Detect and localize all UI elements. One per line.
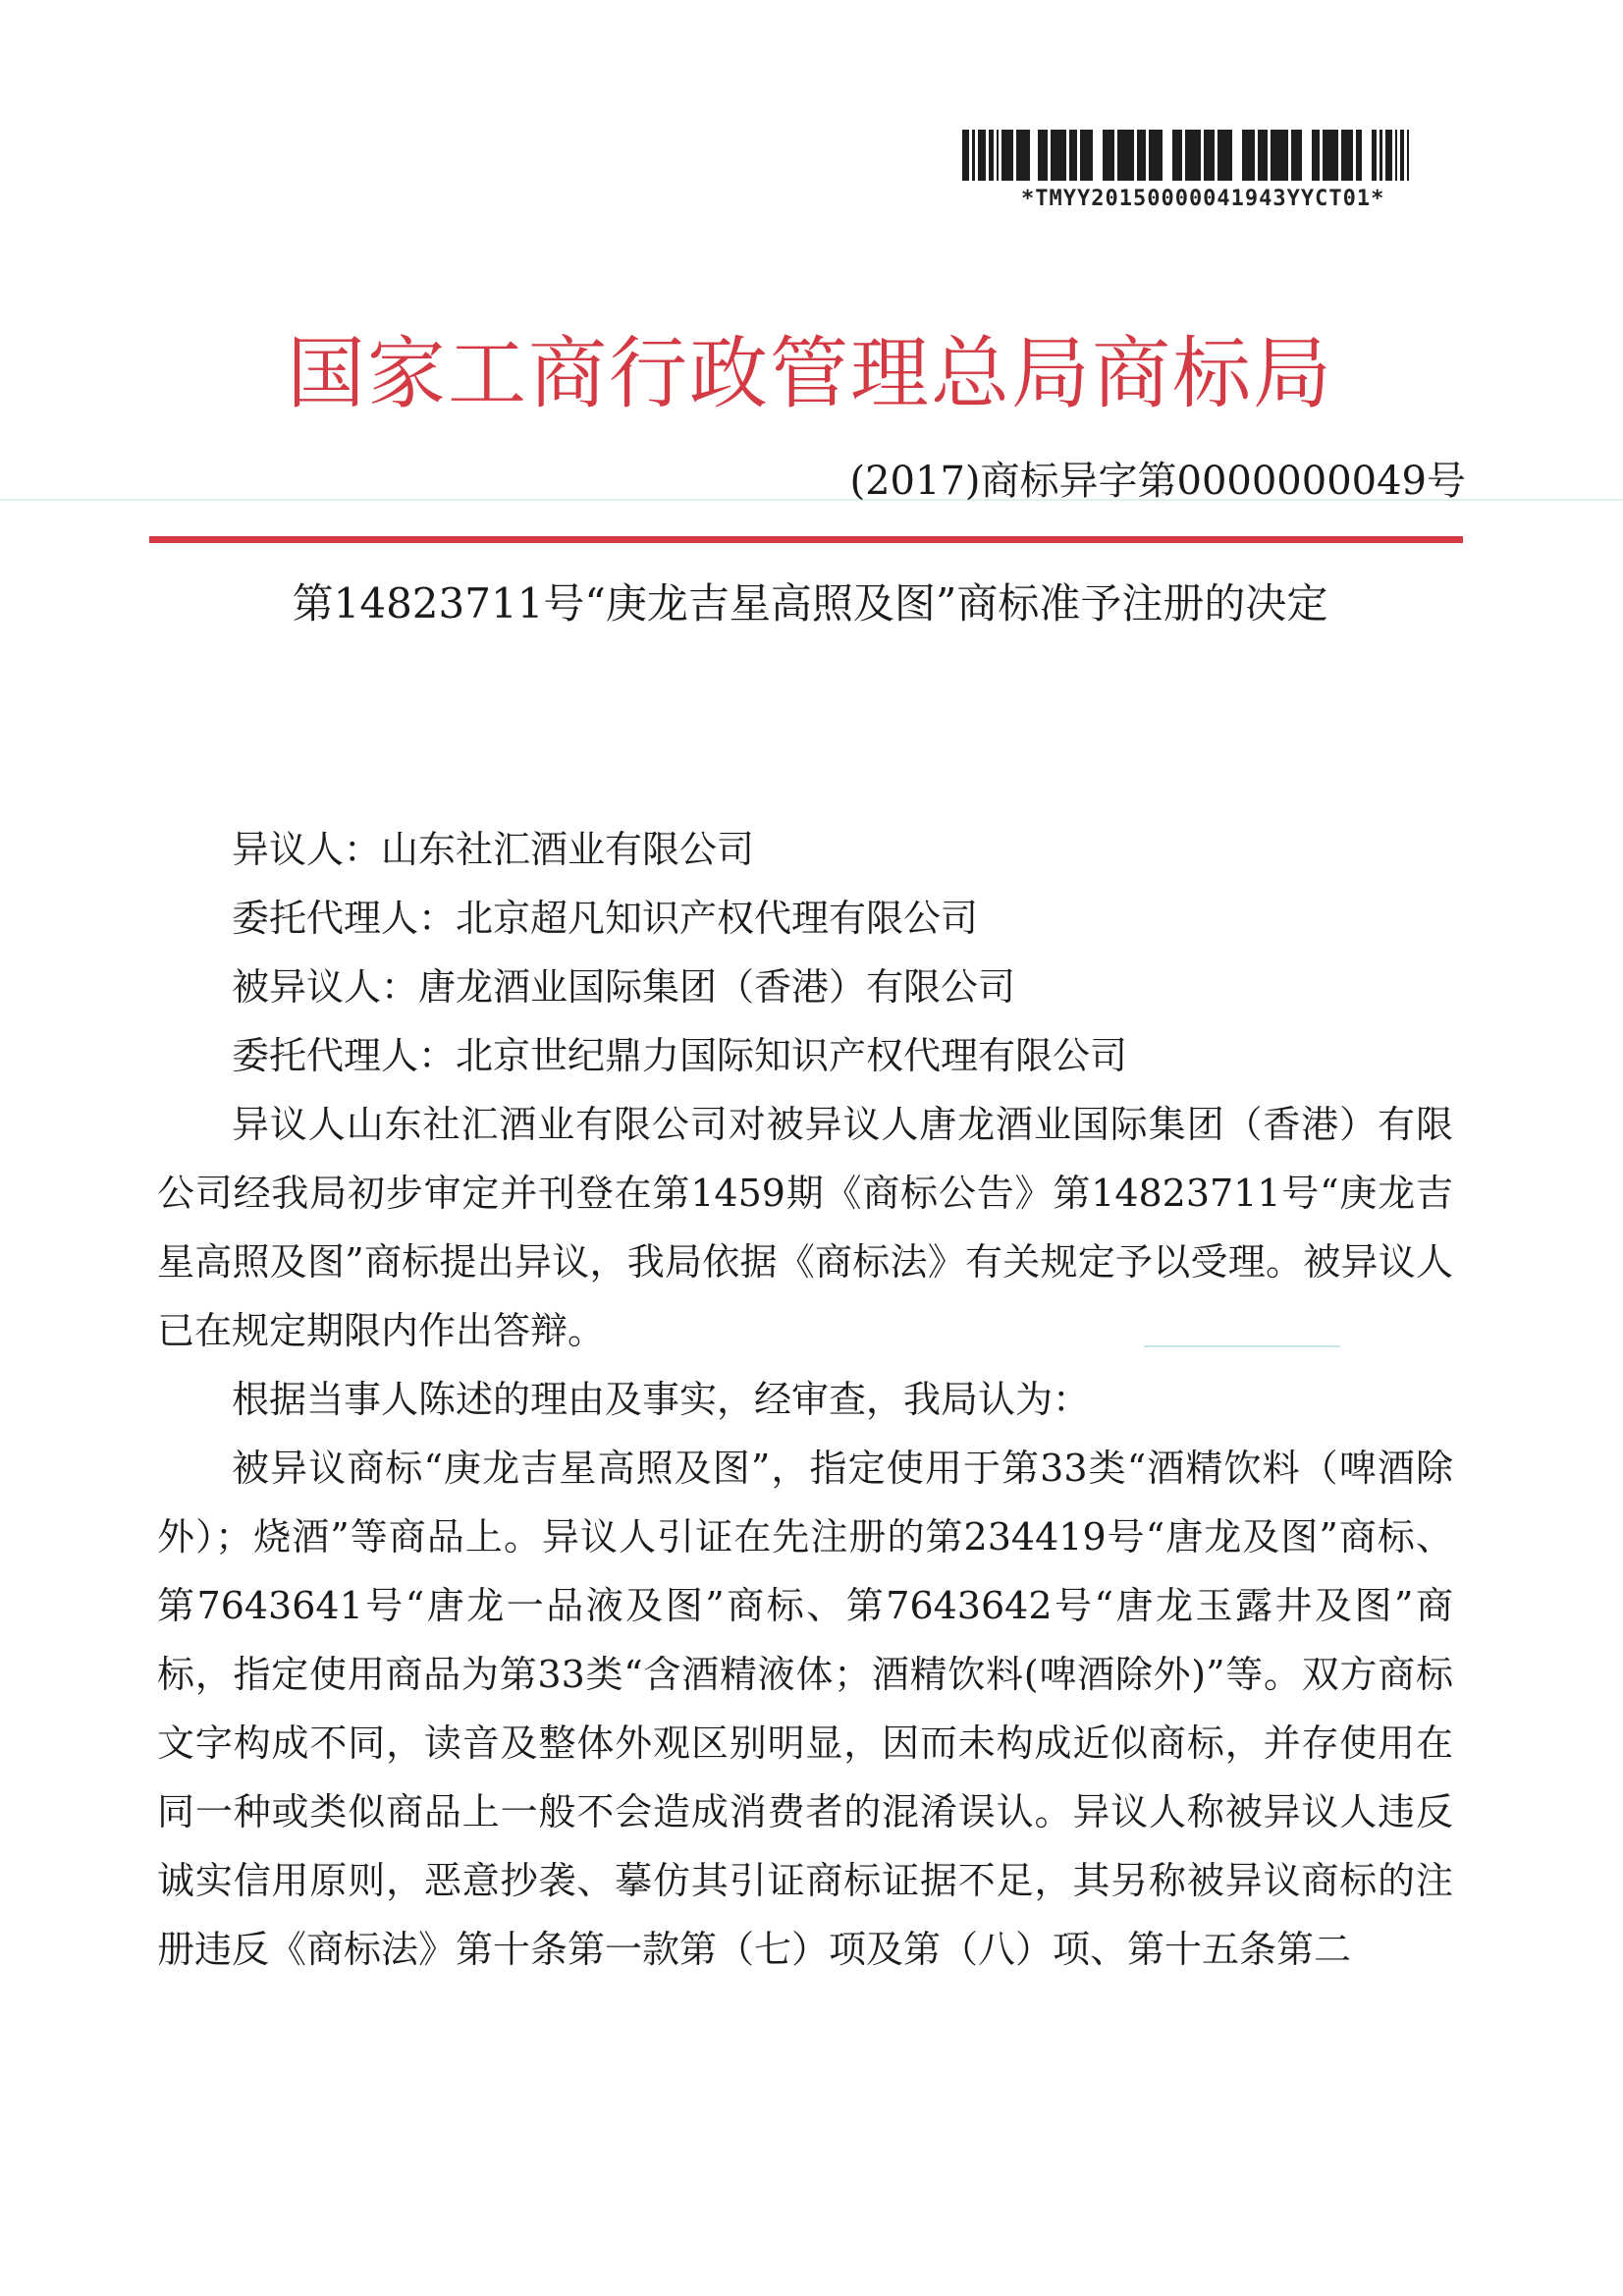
issuing-authority-title: 国家工商行政管理总局商标局 [287,328,1333,419]
barcode [962,130,1412,181]
decision-title: 第14823711号“庚龙吉星高照及图”商标准予注册的决定 [292,579,1328,628]
document-number: (2017)商标异字第0000000049号 [849,459,1466,504]
party-line: 被异议人：唐龙酒业国际集团（香港）有限公司 [232,965,1016,1009]
body-paragraph: 被异议商标“庚龙吉星高照及图”，指定使用于第33类“酒精饮料（啤酒除外）；烧酒”等商品上。异议人引证在先注册的第234419号“唐龙及图”商标、第7643641号“唐龙一品液及图”商标、第7643642号“唐龙玉露井及图”商标，指定使用商品为第33类“含酒精液体；酒精饮料(啤酒除外)”等。双方商标文字构成不同，读音及整体外观区别明显，因而未构成近似商标，并存使用在同一种或类似商品上一般不会造成消费者的混淆误认。异议人称被异议人违反诚实信用原则，恶意抄袭、摹仿其引证商标证据不足，其另称被异议商标的注册违反《商标法》第十条第一款第（七）项及第（八）项、第十五条第二 [157,1447,1453,1971]
body-paragraph: 根据当事人陈述的理由及事实，经审查，我局认为： [232,1378,1091,1421]
party-line: 委托代理人：北京世纪鼎力国际知识产权代理有限公司 [232,1034,1128,1077]
barcode-text: *TMYY20150000041943YYCT01* [1021,187,1385,211]
party-line: 异议人：山东社汇酒业有限公司 [232,828,755,871]
party-line: 委托代理人：北京超凡知识产权代理有限公司 [232,897,979,940]
red-separator-line [149,536,1463,543]
body-paragraph: 异议人山东社汇酒业有限公司对被异议人唐龙酒业国际集团（香港）有限公司经我局初步审定并刊登在第1459期《商标公告》第14823711号“庚龙吉星高照及图”商标提出异议，我局依据《商标法》有关规定予以受理。被异议人已在规定期限内作出答辩。 [157,1103,1453,1352]
document-body [157,815,1453,1984]
